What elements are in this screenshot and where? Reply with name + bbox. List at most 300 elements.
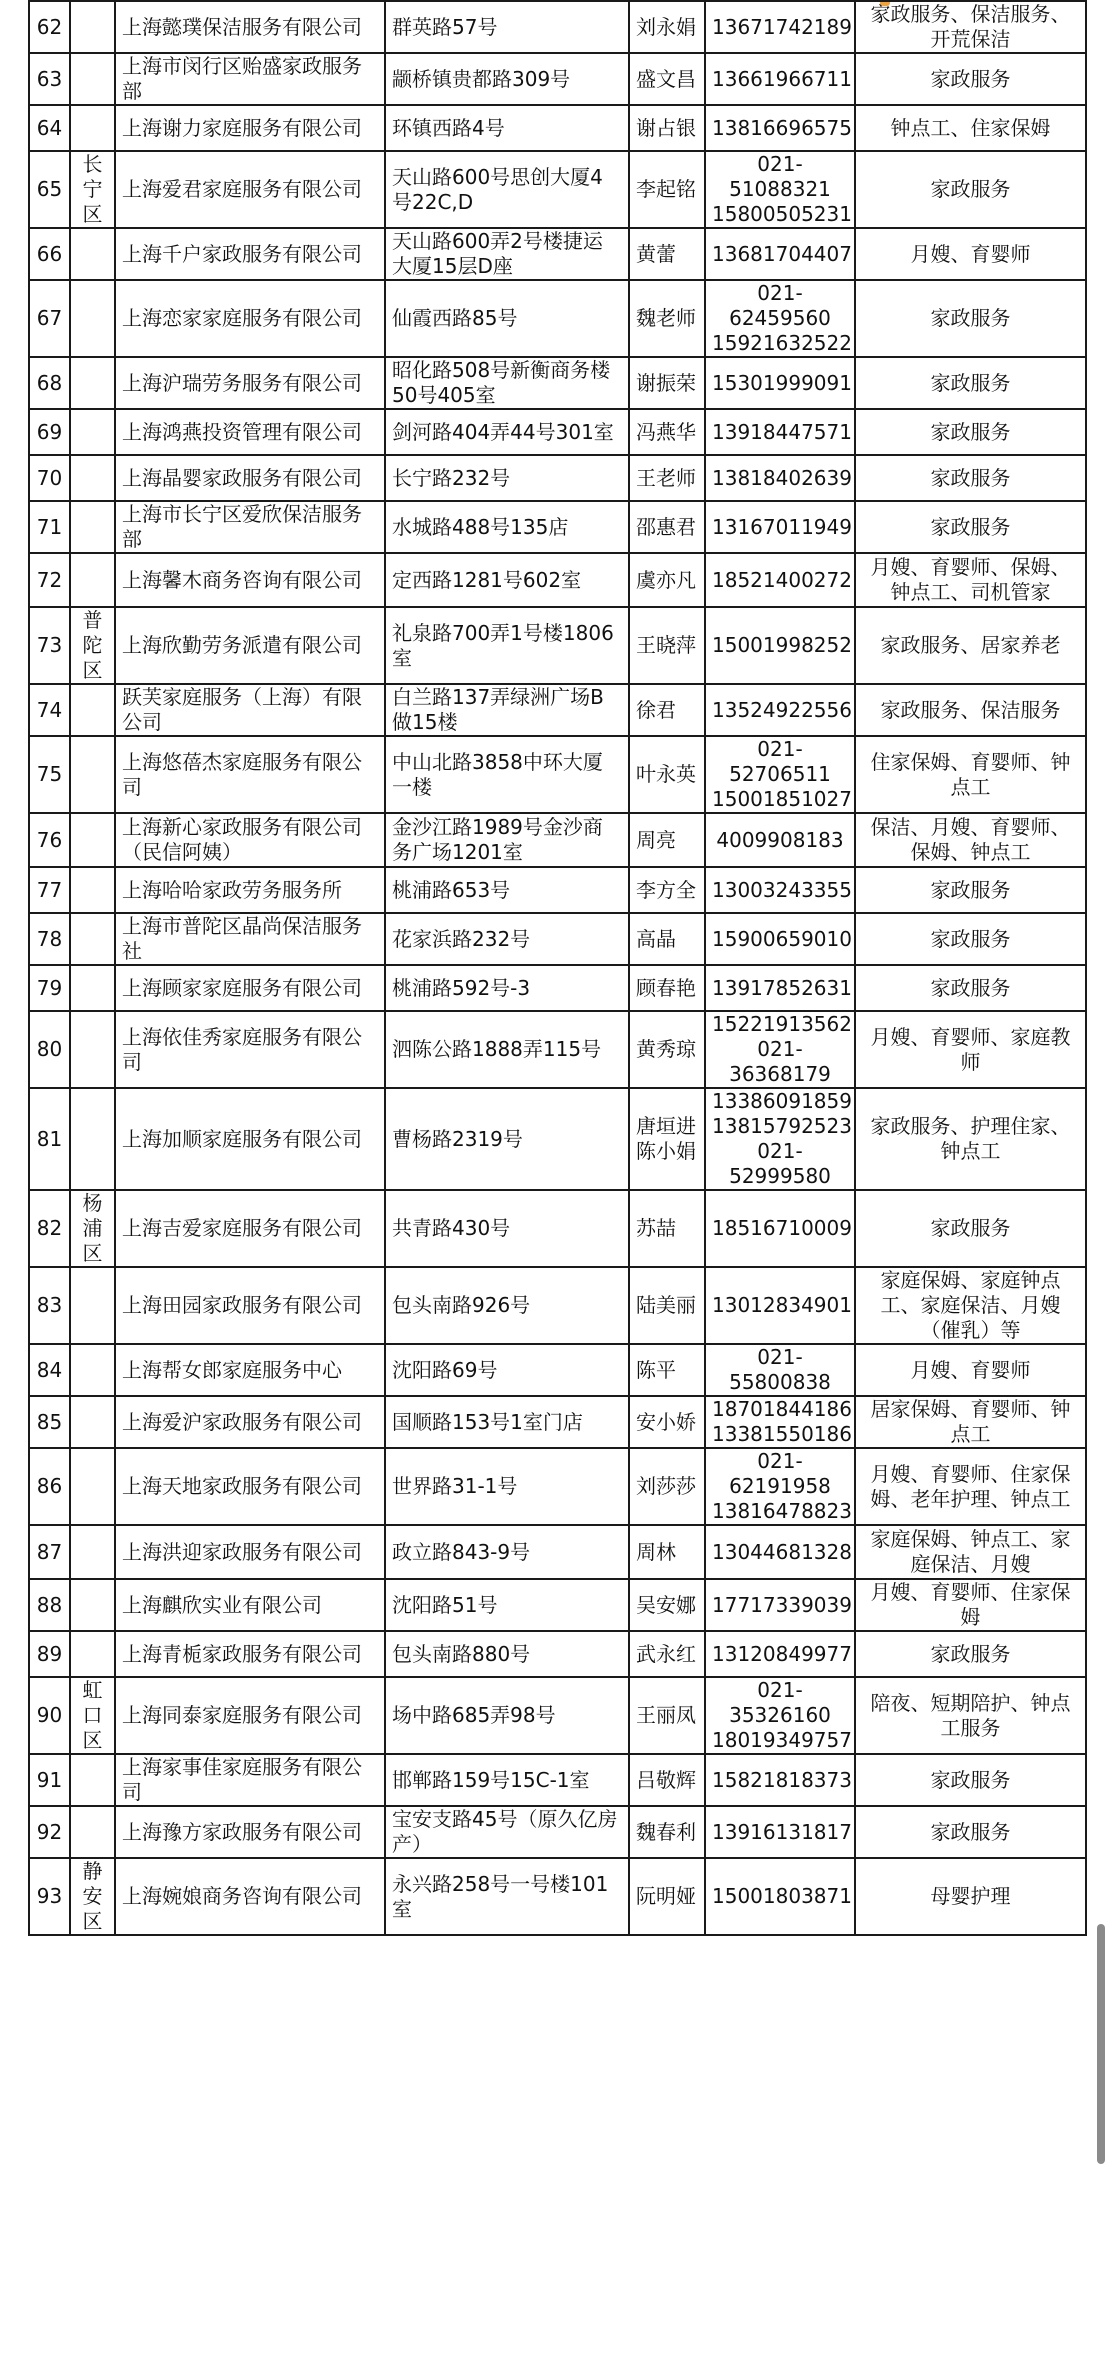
district-cell: 虹口区 xyxy=(70,1677,115,1754)
address-cell: 长宁路232号 xyxy=(385,455,629,501)
address-cell: 昭化路508号新衡商务楼50号405室 xyxy=(385,357,629,409)
company-name-cell: 上海加顺家庭服务有限公司 xyxy=(115,1088,385,1190)
services-cell: 钟点工、住家保姆 xyxy=(855,105,1086,151)
contact-person-cell: 谢振荣 xyxy=(629,357,705,409)
row-number: 87 xyxy=(29,1525,70,1579)
row-number: 93 xyxy=(29,1858,70,1935)
district-cell xyxy=(70,684,115,736)
phone-cell xyxy=(705,455,855,501)
phone-cell xyxy=(705,553,855,607)
row-number: 76 xyxy=(29,813,70,867)
services-cell: 月嫂、育婴师、家庭教师 xyxy=(855,1011,1086,1088)
address-cell: 礼泉路700弄1号楼1806室 xyxy=(385,607,629,684)
phone-cell xyxy=(705,1858,855,1935)
services-cell: 家政服务 xyxy=(855,1806,1086,1858)
row-number: 67 xyxy=(29,280,70,357)
address-cell: 场中路685弄98号 xyxy=(385,1677,629,1754)
phone-number: 13818402639 xyxy=(712,465,852,490)
table-row xyxy=(29,1525,1086,1579)
phone-cell xyxy=(705,151,855,228)
phone-number: 13012834901 xyxy=(712,1293,852,1317)
company-name-cell: 上海懿璞保洁服务有限公司 xyxy=(115,1,385,53)
contact-person-cell: 李起铭 xyxy=(629,151,705,228)
table-row xyxy=(29,455,1086,501)
district-cell xyxy=(70,228,115,280)
address-cell: 沈阳路51号 xyxy=(385,1579,629,1631)
address-cell: 包头南路880号 xyxy=(385,1631,629,1677)
district-cell xyxy=(70,455,115,501)
phone-cell xyxy=(705,1396,855,1448)
row-number: 71 xyxy=(29,501,70,553)
contact-person-cell: 王老师 xyxy=(629,455,705,501)
contact-person-cell: 冯燕华 xyxy=(629,409,705,455)
phone-cell xyxy=(705,501,855,553)
phone-number: 13918447571 xyxy=(712,419,852,444)
services-cell: 家政服务 xyxy=(855,965,1086,1011)
company-name-cell: 上海市长宁区爱欣保洁服务部 xyxy=(115,501,385,553)
company-name-cell: 上海依佳秀家庭服务有限公司 xyxy=(115,1011,385,1088)
district-cell xyxy=(70,736,115,813)
phone-cell xyxy=(705,1448,855,1525)
company-name-cell: 上海家事佳家庭服务有限公司 xyxy=(115,1754,385,1806)
row-number: 86 xyxy=(29,1448,70,1525)
row-number: 65 xyxy=(29,151,70,228)
services-cell: 月嫂、育婴师 xyxy=(855,228,1086,280)
table-row xyxy=(29,280,1086,357)
phone-number: 15921632522 xyxy=(712,331,852,355)
address-cell: 永兴路258号一号楼101室 xyxy=(385,1858,629,1935)
phone-number: 13120849977 xyxy=(712,1641,852,1666)
company-name-cell: 上海爱君家庭服务有限公司 xyxy=(115,151,385,228)
phone-number: 13524922556 xyxy=(712,697,852,722)
table-row xyxy=(29,1448,1086,1525)
district-cell xyxy=(70,1806,115,1858)
company-name-cell: 上海爱沪家政服务有限公司 xyxy=(115,1396,385,1448)
address-cell: 金沙江路1989号金沙商务广场1201室 xyxy=(385,813,629,867)
company-name-cell: 上海沪瑞劳务服务有限公司 xyxy=(115,357,385,409)
row-number: 63 xyxy=(29,53,70,105)
address-cell: 包头南路926号 xyxy=(385,1267,629,1344)
company-name-cell: 上海市闵行区贻盛家政服务部 xyxy=(115,53,385,105)
services-cell: 家政服务 xyxy=(855,913,1086,965)
company-name-cell: 上海馨木商务咨询有限公司 xyxy=(115,553,385,607)
table-row xyxy=(29,684,1086,736)
row-number: 62 xyxy=(29,1,70,53)
table-row xyxy=(29,1858,1086,1935)
company-name-cell: 上海顾家家庭服务有限公司 xyxy=(115,965,385,1011)
address-cell: 政立路843-9号 xyxy=(385,1525,629,1579)
phone-cell xyxy=(705,1806,855,1858)
district-cell xyxy=(70,1396,115,1448)
company-name-cell: 上海鸿燕投资管理有限公司 xyxy=(115,409,385,455)
district-cell xyxy=(70,409,115,455)
district-cell xyxy=(70,280,115,357)
contact-person-cell: 顾春艳 xyxy=(629,965,705,1011)
scrollbar[interactable] xyxy=(1093,0,1107,2379)
phone-number: 13916131817 xyxy=(712,1819,852,1844)
address-cell: 世界路31-1号 xyxy=(385,1448,629,1525)
table-row xyxy=(29,1677,1086,1754)
company-name-cell xyxy=(115,813,385,867)
contact-person-cell: 魏春利 xyxy=(629,1806,705,1858)
company-name-cell: 上海婉娘商务咨询有限公司 xyxy=(115,1858,385,1935)
table-row xyxy=(29,1754,1086,1806)
phone-number: 021- xyxy=(757,1037,803,1061)
district-cell xyxy=(70,867,115,913)
service-directory-table xyxy=(28,0,1087,1936)
phone-number: 52706511 xyxy=(729,762,831,786)
company-name-cell: 上海同泰家庭服务有限公司 xyxy=(115,1677,385,1754)
table-row xyxy=(29,1344,1086,1396)
phone-cell xyxy=(705,1344,855,1396)
services-cell: 家政服务 xyxy=(855,1631,1086,1677)
contact-person-cell: 吴安娜 xyxy=(629,1579,705,1631)
phone-number: 021- xyxy=(757,152,803,176)
services-cell: 保洁、月嫂、育婴师、保姆、钟点工 xyxy=(855,813,1086,867)
address-cell: 白兰路137弄绿洲广场B做15楼 xyxy=(385,684,629,736)
services-cell: 家政服务、保洁服务、开荒保洁 xyxy=(855,1,1086,53)
row-number: 80 xyxy=(29,1011,70,1088)
phone-cell xyxy=(705,607,855,684)
services-cell: 家政服务、护理住家、钟点工 xyxy=(855,1088,1086,1190)
district-cell xyxy=(70,1448,115,1525)
phone-cell xyxy=(705,1011,855,1088)
services-cell: 月嫂、育婴师、住家保姆、老年护理、钟点工 xyxy=(855,1448,1086,1525)
services-cell: 家庭保姆、家庭钟点工、家庭保洁、月嫂（催乳）等 xyxy=(855,1267,1086,1344)
table-row xyxy=(29,501,1086,553)
district-cell xyxy=(70,965,115,1011)
company-name-cell: 上海帮女郎家庭服务中心 xyxy=(115,1344,385,1396)
services-cell: 住家保姆、育婴师、钟点工 xyxy=(855,736,1086,813)
company-name-cell: 上海千户家政服务有限公司 xyxy=(115,228,385,280)
services-cell: 家政服务 xyxy=(855,357,1086,409)
address-cell: 泗陈公路1888弄115号 xyxy=(385,1011,629,1088)
services-cell: 陪夜、短期陪护、钟点工服务 xyxy=(855,1677,1086,1754)
company-name-cell: 上海洪迎家政服务有限公司 xyxy=(115,1525,385,1579)
district-cell xyxy=(70,913,115,965)
company-name-cell: 上海晶婴家政服务有限公司 xyxy=(115,455,385,501)
services-cell: 家政服务 xyxy=(855,53,1086,105)
phone-number: 15821818373 xyxy=(712,1767,852,1792)
row-number: 90 xyxy=(29,1677,70,1754)
row-number: 92 xyxy=(29,1806,70,1858)
row-number: 75 xyxy=(29,736,70,813)
contact-person-cell: 魏老师 xyxy=(629,280,705,357)
phone-cell xyxy=(705,228,855,280)
phone-cell xyxy=(705,1,855,53)
table-row xyxy=(29,105,1086,151)
contact-person-cell: 王晓萍 xyxy=(629,607,705,684)
contact-person-cell: 邵惠君 xyxy=(629,501,705,553)
address-cell: 天山路600弄2号楼捷运大厦15层D座 xyxy=(385,228,629,280)
address-cell: 定西路1281号602室 xyxy=(385,553,629,607)
contact-person-cell: 周林 xyxy=(629,1525,705,1579)
phone-number: 021- xyxy=(757,1449,803,1473)
district-cell xyxy=(70,553,115,607)
company-name-cell: 上海豫方家政服务有限公司 xyxy=(115,1806,385,1858)
contact-person-cell: 安小娇 xyxy=(629,1396,705,1448)
phone-number: 52999580 xyxy=(729,1164,831,1188)
company-name-cell: 上海市普陀区晶尚保洁服务社 xyxy=(115,913,385,965)
address-cell: 水城路488号135店 xyxy=(385,501,629,553)
company-name-cell: 上海青栀家政服务有限公司 xyxy=(115,1631,385,1677)
table-row xyxy=(29,607,1086,684)
phone-cell xyxy=(705,1088,855,1190)
contact-person-cell: 王丽凤 xyxy=(629,1677,705,1754)
company-name-cell: 上海哈哈家政劳务服务所 xyxy=(115,867,385,913)
company-name-cell: 上海麒欣实业有限公司 xyxy=(115,1579,385,1631)
district-cell xyxy=(70,105,115,151)
phone-number: 13661966711 xyxy=(712,66,852,91)
address-cell: 群英路57号 xyxy=(385,1,629,53)
district-cell xyxy=(70,1011,115,1088)
scrollbar-thumb[interactable] xyxy=(1097,1924,1105,2164)
phone-cell xyxy=(705,813,855,867)
contact-person-cell: 苏喆 xyxy=(629,1190,705,1267)
district-cell xyxy=(70,1088,115,1190)
district-cell: 杨浦区 xyxy=(70,1190,115,1267)
phone-number: 15001998252 xyxy=(712,633,852,657)
row-number: 64 xyxy=(29,105,70,151)
phone-cell xyxy=(705,1631,855,1677)
phone-cell xyxy=(705,409,855,455)
contact-person-cell: 李方全 xyxy=(629,867,705,913)
address-cell: 共青路430号 xyxy=(385,1190,629,1267)
phone-cell xyxy=(705,684,855,736)
table-row xyxy=(29,1806,1086,1858)
district-cell xyxy=(70,357,115,409)
phone-number: 15800505231 xyxy=(712,202,852,226)
services-cell: 母婴护理 xyxy=(855,1858,1086,1935)
contact-person-cell: 唐垣进陈小娟 xyxy=(629,1088,705,1190)
services-cell: 家政服务 xyxy=(855,280,1086,357)
company-name-cell: 上海田园家政服务有限公司 xyxy=(115,1267,385,1344)
address-cell: 国顺路153号1室门店 xyxy=(385,1396,629,1448)
phone-number: 15301999091 xyxy=(712,370,852,395)
address-cell: 桃浦路592号-3 xyxy=(385,965,629,1011)
company-name: 上海新心家政服务有限公司 xyxy=(122,815,362,839)
phone-number: 36368179 xyxy=(729,1062,831,1086)
table-row xyxy=(29,53,1086,105)
company-name-cell: 上海恋家家庭服务有限公司 xyxy=(115,280,385,357)
services-cell: 家政服务 xyxy=(855,501,1086,553)
company-name-cell: 跃芙家庭服务（上海）有限公司 xyxy=(115,684,385,736)
contact-person-cell: 高晶 xyxy=(629,913,705,965)
row-number: 68 xyxy=(29,357,70,409)
district-cell xyxy=(70,1267,115,1344)
phone-number: 35326160 xyxy=(729,1703,831,1727)
address-cell: 环镇西路4号 xyxy=(385,105,629,151)
row-number: 69 xyxy=(29,409,70,455)
phone-cell xyxy=(705,280,855,357)
phone-number: 13671742189 xyxy=(712,14,852,39)
services-cell: 月嫂、育婴师 xyxy=(855,1344,1086,1396)
district-cell xyxy=(70,501,115,553)
phone-number: 15221913562 xyxy=(712,1012,852,1036)
row-number: 81 xyxy=(29,1088,70,1190)
company-name-cell: 上海欣勤劳务派遣有限公司 xyxy=(115,607,385,684)
phone-number: 13044681328 xyxy=(712,1539,852,1564)
table-row xyxy=(29,228,1086,280)
phone-cell xyxy=(705,736,855,813)
row-number: 66 xyxy=(29,228,70,280)
district-cell xyxy=(70,1525,115,1579)
row-number: 85 xyxy=(29,1396,70,1448)
table-row xyxy=(29,1579,1086,1631)
phone-number: 13381550186 xyxy=(712,1422,852,1446)
phone-cell xyxy=(705,1190,855,1267)
row-number: 82 xyxy=(29,1190,70,1267)
row-number: 88 xyxy=(29,1579,70,1631)
phone-number: 13917852631 xyxy=(712,975,852,1000)
table-row xyxy=(29,813,1086,867)
services-cell: 家政服务 xyxy=(855,151,1086,228)
phone-number: 021- xyxy=(757,737,803,761)
phone-number: 55800838 xyxy=(729,1370,831,1394)
table-row xyxy=(29,553,1086,607)
contact-person-cell: 黄秀琼 xyxy=(629,1011,705,1088)
services-cell: 家政服务 xyxy=(855,1754,1086,1806)
phone-number: 021- xyxy=(757,1678,803,1702)
phone-number: 18019349757 xyxy=(712,1728,852,1752)
district-cell: 普陀区 xyxy=(70,607,115,684)
table-body xyxy=(29,1,1086,1935)
phone-cell xyxy=(705,1525,855,1579)
phone-cell xyxy=(705,1267,855,1344)
address-cell: 中山北路3858中环大厦一楼 xyxy=(385,736,629,813)
district-cell: 长宁区 xyxy=(70,151,115,228)
services-cell: 家庭保姆、钟点工、家庭保洁、月嫂 xyxy=(855,1525,1086,1579)
table-row xyxy=(29,1088,1086,1190)
contact-person-cell: 陈平 xyxy=(629,1344,705,1396)
phone-number: 62459560 xyxy=(729,306,831,330)
phone-number: 021- xyxy=(757,281,803,305)
row-number: 77 xyxy=(29,867,70,913)
phone-number: 18701844186 xyxy=(712,1397,852,1421)
table-row xyxy=(29,867,1086,913)
address-cell: 沈阳路69号 xyxy=(385,1344,629,1396)
contact-person-cell: 黄蕾 xyxy=(629,228,705,280)
contact-person-cell: 叶永英 xyxy=(629,736,705,813)
phone-cell xyxy=(705,913,855,965)
phone-number: 021- xyxy=(757,1139,803,1163)
phone-number: 17717339039 xyxy=(712,1592,852,1617)
address-cell: 曹杨路2319号 xyxy=(385,1088,629,1190)
phone-cell xyxy=(705,53,855,105)
row-number: 84 xyxy=(29,1344,70,1396)
contact-person-cell: 周亮 xyxy=(629,813,705,867)
services-cell: 家政服务、居家养老 xyxy=(855,607,1086,684)
phone-number: 18516710009 xyxy=(712,1216,852,1240)
address-cell: 桃浦路653号 xyxy=(385,867,629,913)
district-cell: 静安区 xyxy=(70,1858,115,1935)
district-cell xyxy=(70,1631,115,1677)
district-cell xyxy=(70,53,115,105)
services-cell: 家政服务 xyxy=(855,867,1086,913)
phone-cell xyxy=(705,357,855,409)
company-name-cell: 上海悠蓓杰家庭服务有限公司 xyxy=(115,736,385,813)
row-number: 74 xyxy=(29,684,70,736)
services-cell: 月嫂、育婴师、住家保姆 xyxy=(855,1579,1086,1631)
table-row xyxy=(29,1011,1086,1088)
table-row xyxy=(29,736,1086,813)
row-number: 72 xyxy=(29,553,70,607)
phone-number: 62191958 xyxy=(729,1474,831,1498)
address-cell: 天山路600号思创大厦4号22C,D xyxy=(385,151,629,228)
contact-person-cell: 盛文昌 xyxy=(629,53,705,105)
table-row xyxy=(29,965,1086,1011)
services-cell: 居家保姆、育婴师、钟点工 xyxy=(855,1396,1086,1448)
contact-person-cell: 徐君 xyxy=(629,684,705,736)
address-cell: 颛桥镇贵都路309号 xyxy=(385,53,629,105)
services-cell: 家政服务、保洁服务 xyxy=(855,684,1086,736)
table-row xyxy=(29,913,1086,965)
address-cell: 邯郸路159号15C-1室 xyxy=(385,1754,629,1806)
services-cell: 家政服务 xyxy=(855,409,1086,455)
row-number: 73 xyxy=(29,607,70,684)
district-cell xyxy=(70,1,115,53)
phone-number: 15001851027 xyxy=(712,787,852,811)
district-cell xyxy=(70,1754,115,1806)
contact-person-cell: 刘永娟 xyxy=(629,1,705,53)
district-cell xyxy=(70,813,115,867)
phone-number: 15900659010 xyxy=(712,926,852,951)
phone-number: 13815792523 xyxy=(712,1114,852,1138)
address-cell: 仙霞西路85号 xyxy=(385,280,629,357)
phone-number: 15001803871 xyxy=(712,1884,852,1908)
contact-person-cell: 陆美丽 xyxy=(629,1267,705,1344)
services-cell: 家政服务 xyxy=(855,1190,1086,1267)
phone-number: 13386091859 xyxy=(712,1089,852,1113)
phone-number: 4009908183 xyxy=(716,827,844,852)
address-cell: 剑河路404弄44号301室 xyxy=(385,409,629,455)
address-cell: 宝安支路45号（原久亿房产） xyxy=(385,1806,629,1858)
contact-person-cell: 阮明娅 xyxy=(629,1858,705,1935)
phone-number: 13816696575 xyxy=(712,115,852,140)
address-cell: 花家浜路232号 xyxy=(385,913,629,965)
company-name-cell: 上海谢力家庭服务有限公司 xyxy=(115,105,385,151)
phone-cell xyxy=(705,1754,855,1806)
phone-number: 021- xyxy=(757,1345,803,1369)
row-number: 83 xyxy=(29,1267,70,1344)
table-row xyxy=(29,409,1086,455)
phone-number: 13003243355 xyxy=(712,877,852,902)
company-name-cell: 上海天地家政服务有限公司 xyxy=(115,1448,385,1525)
company-name-cell: 上海吉爱家庭服务有限公司 xyxy=(115,1190,385,1267)
contact-person-cell: 武永红 xyxy=(629,1631,705,1677)
district-cell xyxy=(70,1579,115,1631)
phone-number: 13681704407 xyxy=(712,241,852,266)
row-number: 91 xyxy=(29,1754,70,1806)
phone-cell xyxy=(705,1579,855,1631)
table-row xyxy=(29,1267,1086,1344)
phone-number: 18521400272 xyxy=(712,567,852,592)
contact-person-cell: 虞亦凡 xyxy=(629,553,705,607)
phone-number: 13816478823 xyxy=(712,1499,852,1523)
phone-cell xyxy=(705,105,855,151)
table-row xyxy=(29,1,1086,53)
table-row xyxy=(29,151,1086,228)
row-number: 78 xyxy=(29,913,70,965)
table-row xyxy=(29,1190,1086,1267)
phone-number: 13167011949 xyxy=(712,514,852,539)
phone-cell xyxy=(705,965,855,1011)
row-number: 79 xyxy=(29,965,70,1011)
company-alias: （民信阿姨） xyxy=(122,840,242,864)
row-number: 70 xyxy=(29,455,70,501)
table-row xyxy=(29,357,1086,409)
phone-cell xyxy=(705,1677,855,1754)
